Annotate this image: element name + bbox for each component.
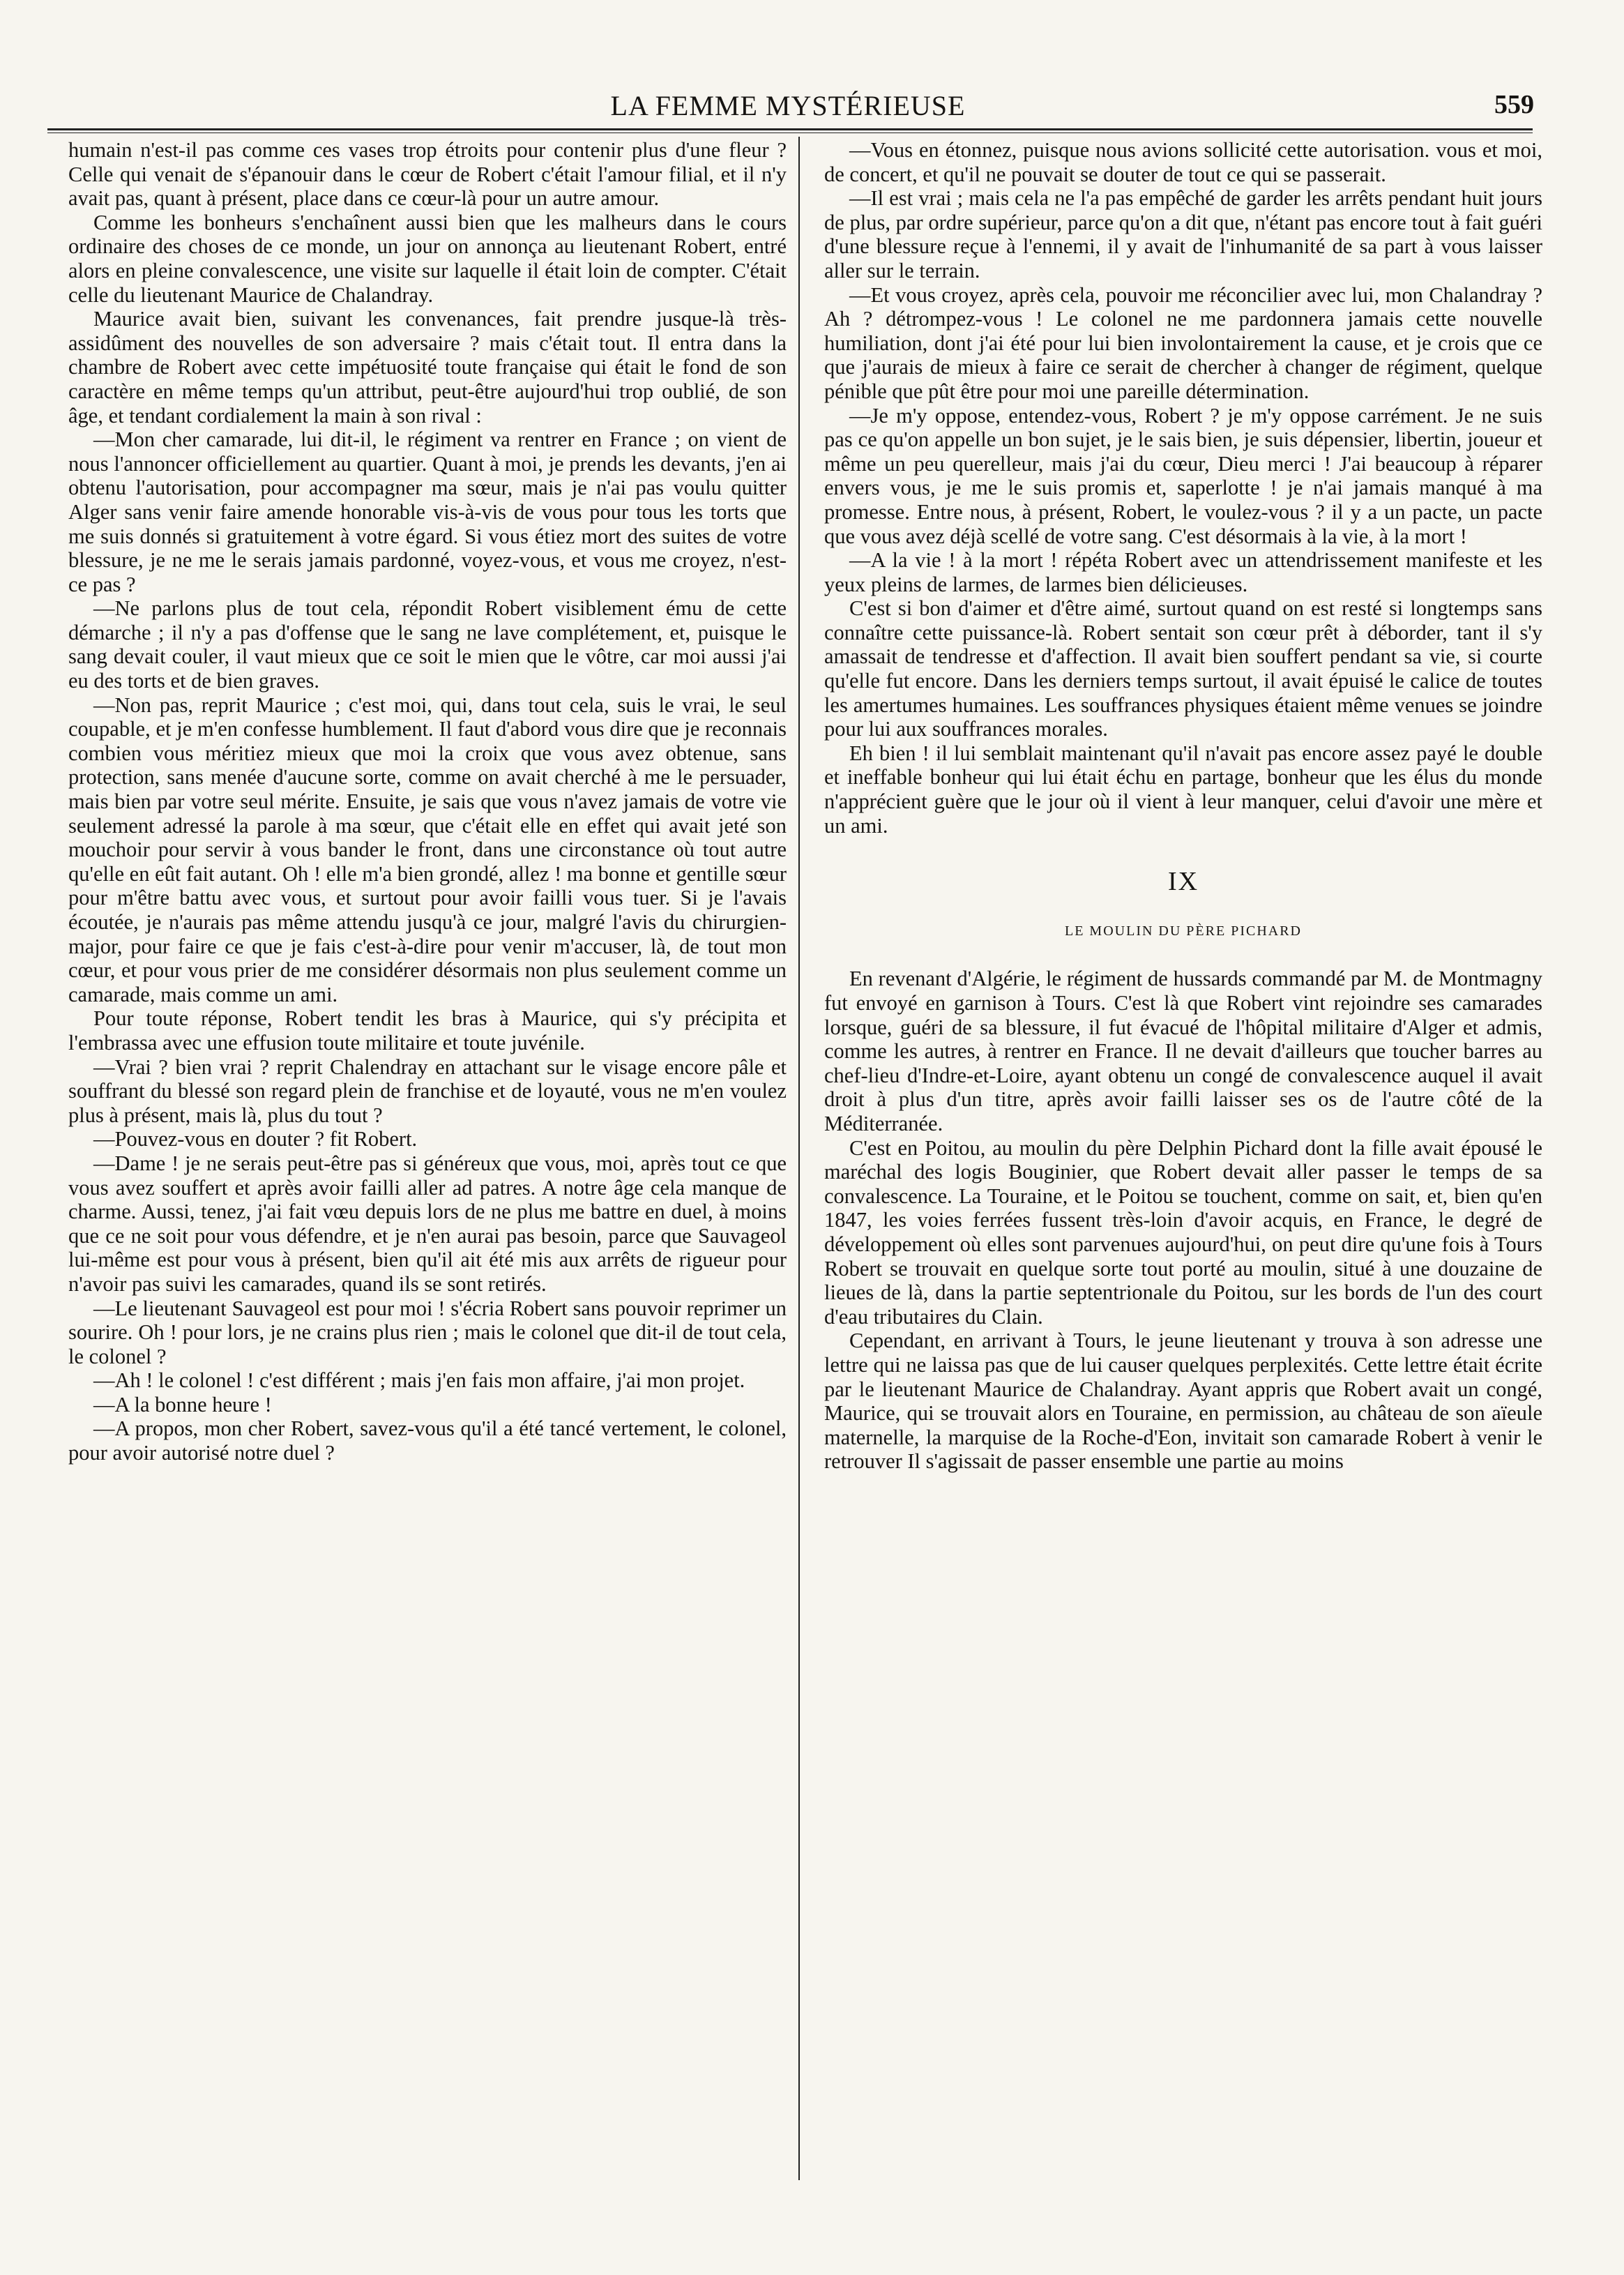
paragraph: Maurice avait bien, suivant les convenances, fait prendre jusque-là très-assidûment des nouvelles de son adversaire ? mais c'était tout. Il entra dans la chambre de Robert avec cette impétuosité toute française qui était le fond de son caractère en même temps qu'un attribut, peut-être aujourd'hui trop oublié, de son âge, et tendant cordialement la main à son rival : <box>68 307 787 428</box>
paragraph: —Le lieutenant Sauvageol est pour moi ! s'écria Robert sans pouvoir reprimer un sourire. Oh ! pour lors, je ne crains plus rien ; mais le colonel que dit-il de tout cela, le colonel ? <box>68 1296 787 1368</box>
paragraph: —Ah ! le colonel ! c'est différent ; mais j'en fais mon affaire, j'ai mon projet. <box>93 1368 745 1393</box>
paragraph: Pour toute réponse, Robert tendit les bras à Maurice, qui s'y précipita et l'embrassa avec une effusion toute militaire et toute juvénile. <box>68 1006 787 1055</box>
paragraph: —Mon cher camarade, lui dit-il, le régiment va rentrer en France ; on vient de nous l'annoncer officiellement au quartier. Quant à moi, je prends les devants, j'en ai obtenu l'autorisation, pour accompagner ma sœur, mais je n'ai pas voulu quitter Alger sans venir faire amende honorable vis-à-vis de vous pour tous les torts que me suis donnés si gratuitement à votre égard. Si vous étiez mort des suites de votre blessure, je ne me le serais jamais pardonné, voyez-vous, et vous me croyez, n'est-ce pas ? <box>68 428 787 596</box>
chapter-number: IX <box>1167 867 1199 897</box>
running-head <box>42 89 1534 131</box>
paragraph: —A propos, mon cher Robert, savez-vous qu'il a été tancé vertement, le colonel, pour avoir autorisé notre duel ? <box>68 1416 787 1465</box>
paragraph: Cependant, en arrivant à Tours, le jeune lieutenant y trouva à son adresse une lettre qui ne laissa pas que de lui causer quelques perplexités. Cette lettre était écrite par le lieutenant Maurice de Chalandray. Ayant appris que Robert avait un congé, Maurice, qui se trouvait alors en Touraine, en permission, au château de son aïeule maternelle, la marquise de la Roche-d'Eon, invitait son camarade Robert à venir le retrouver Il s'agissait de passer ensemble une partie au moins <box>824 1329 1542 1474</box>
paragraph: —Vous en étonnez, puisque nous avions sollicité cette autorisation. vous et moi, de concert, et qu'il ne pouvait se douter de tout ce qui se passerait. <box>824 138 1542 186</box>
paragraph: Eh bien ! il lui semblait maintenant qu'il n'avait pas encore assez payé le double et ineffable bonheur qui lui était échu en partage, bonheur que les élus du monde n'apprécient guère que le jour où il vient à leur manquer, celui d'avoir une mère et un ami. <box>824 741 1542 838</box>
column-divider <box>798 137 800 2180</box>
paragraph: —Je m'y oppose, entendez-vous, Robert ? je m'y oppose carrément. Je ne suis pas ce qu'on appelle un bon sujet, je le sais bien, je suis dépensier, libertin, joueur et même un peu querelleur, mais j'ai du cœur, Dieu merci ! J'ai beaucoup à réparer envers vous, je me le suis promis et, saperlotte ! je n'ai jamais manqué à ma promesse. Entre nous, à présent, Robert, le voulez-vous ? il y a un pacte, un pacte que vous avez déjà scellé de votre sang. C'est désormais à la vie, à la mort ! <box>824 403 1542 548</box>
paragraph: —Et vous croyez, après cela, pouvoir me réconcilier avec lui, mon Chalandray ? Ah ? détrompez-vous ! Le colonel ne me pardonnera jamais cette nouvelle humiliation, dont j'ai été pour lui bien involontairement la cause, et je crois que ce que j'aurais de mieux à faire ce serait de chercher à changer de régiment, quelque pénible que pût être pour moi une pareille détermination. <box>824 282 1542 403</box>
paragraph: —A la vie ! à la mort ! répéta Robert avec un attendrissement manifeste et les yeux pleins de larmes, de larmes bien délicieuses. <box>824 548 1542 596</box>
right-column <box>824 138 1542 1474</box>
running-title: LA FEMME MYSTÉRIEUSE <box>610 90 966 121</box>
left-column <box>68 138 787 1465</box>
page-number: 559 <box>1494 90 1534 119</box>
header-rule <box>47 128 1533 133</box>
paragraph: —Non pas, reprit Maurice ; c'est moi, qui, dans tout cela, suis le vrai, le seul coupable, et je m'en confesse humblement. Il faut d'abord vous dire que je reconnais combien vous méritiez mieux que moi la croix que vous avez obtenue, sans protection, sans menée d'aucune sorte, comme on avait cherché à me le persuader, mais bien par votre seul mérite. Ensuite, je sais que vous n'avez jamais de votre vie seulement adressé la parole à ma sœur, que c'était elle en effet qui avait jeté son mouchoir pour servir à vous bander le front, dans une circonstance où tout autre qu'elle en eût fait autant. Oh ! elle m'a bien grondé, allez ! ma bonne et gentille sœur pour m'être battu avec vous, et surtout pour avoir failli vous tuer. Si je l'avais écoutée, je n'aurais pas même attendu jusqu'à ce jour, malgré l'avis du chirurgien-major, pour faire ce que je fais c'est-à-dire pour venir m'accuser, là, de tout mon cœur, et pour vous prier de me considérer désormais non plus seulement comme un camarade, mais comme un ami. <box>68 693 787 1006</box>
paragraph: humain n'est-il pas comme ces vases trop étroits pour contenir plus d'une fleur ? Celle qui venait de s'épanouir dans le cœur de Robert c'était l'amour filial, et il n'y avait pas, quant à présent, place dans ce cœur-là pour un autre amour. <box>68 138 787 211</box>
paragraph: —Ne parlons plus de tout cela, répondit Robert visiblement ému de cette démarche ; il n'y a pas d'offense que le sang ne lave complétement, et, puisque le sang devait couler, il vaut mieux que ce soit le mien que le vôtre, car moi aussi j'ai eu des torts et de bien graves. <box>68 596 787 693</box>
paragraph: C'est si bon d'aimer et d'être aimé, surtout quand on est resté si longtemps sans connaître cette puissance-là. Robert sentait son cœur prêt à déborder, tant il s'y amassait de tendresse et d'affection. Il avait bien souffert pendant sa vie, si courte qu'elle fut encore. Dans les derniers temps surtout, il avait épuisé le calice de toutes les amertumes humaines. Les souffrances physiques étaient même venues se joindre pour lui aux souffrances morales. <box>824 596 1542 741</box>
paragraph: Comme les bonheurs s'enchaînent aussi bien que les malheurs dans le cours ordinaire des choses de ce monde, un jour on annonça au lieutenant Robert, entré alors en pleine convalescence, une visite sur laquelle il était loin de compter. C'était celle du lieutenant Maurice de Chalandray. <box>68 210 787 307</box>
paragraph: —Pouvez-vous en douter ? fit Robert. <box>93 1127 418 1151</box>
chapter-title: LE MOULIN DU PÈRE PICHARD <box>1065 923 1302 939</box>
paragraph: —A la bonne heure ! <box>93 1392 272 1416</box>
paragraph: —Il est vrai ; mais cela ne l'a pas empêché de garder les arrêts pendant huit jours de plus, par ordre supérieur, parce qu'on a dit que, n'étant pas encore tout à fait guéri d'une blessure reçue à l'ennemi, il y avait de l'inhumanité de sa part à vous laisser aller sur le terrain. <box>824 186 1542 282</box>
paragraph: —Dame ! je ne serais peut-être pas si généreux que vous, moi, après tout ce que vous avez souffert et après avoir failli aller ad patres. A notre âge cela manque de charme. Aussi, tenez, j'ai fait vœu depuis lors de ne plus me battre en duel, à moins que ce ne soit pour vous défendre, et je n'en aurai pas besoin, parce que Sauvageol lui-même est pour vous à présent, bien qu'il ait été mis aux arrêts de rigueur pour n'avoir pas suivi les camarades, quand ils se sont retirés. <box>68 1151 787 1296</box>
paragraph: C'est en Poitou, au moulin du père Delphin Pichard dont la fille avait épousé le maréchal des logis Bouginier, que Robert devait aller passer le temps de sa convalescence. La Touraine, et le Poitou se touchent, comme on sait, et, bien qu'en 1847, les voies ferrées fussent très-loin d'avoir acquis, en France, le degré de développement où elles sont parvenues aujourd'hui, on peut dire qu'une fois à Tours Robert se trouvait en quelque sorte tout porté au moulin, situé à une douzaine de lieues de là, dans la partie septentrionale du Poitou, sur les bords de l'un des court d'eau tributaires du Clain. <box>824 1135 1542 1329</box>
paragraph: —Vrai ? bien vrai ? reprit Chalendray en attachant sur le visage encore pâle et souffrant du blessé son regard plein de franchise et de loyauté, vous ne m'en voulez plus à présent, mais là, plus du tout ? <box>68 1055 787 1127</box>
paragraph: En revenant d'Algérie, le régiment de hussards commandé par M. de Montmagny fut envoyé en garnison à Tours. C'est là que Robert vint rejoindre ses camarades lorsque, guéri de sa blessure, il fut évacué de l'hôpital militaire d'Alger et admis, comme les autres, à rentrer en France. Il ne devait d'ailleurs que toucher barres au chef-lieu d'Indre-et-Loire, ayant obtenu un congé de convalescence auquel il avait droit à plus d'un titre, après avoir failli laisser ses os de l'autre côté de la Méditerranée. <box>824 967 1542 1135</box>
